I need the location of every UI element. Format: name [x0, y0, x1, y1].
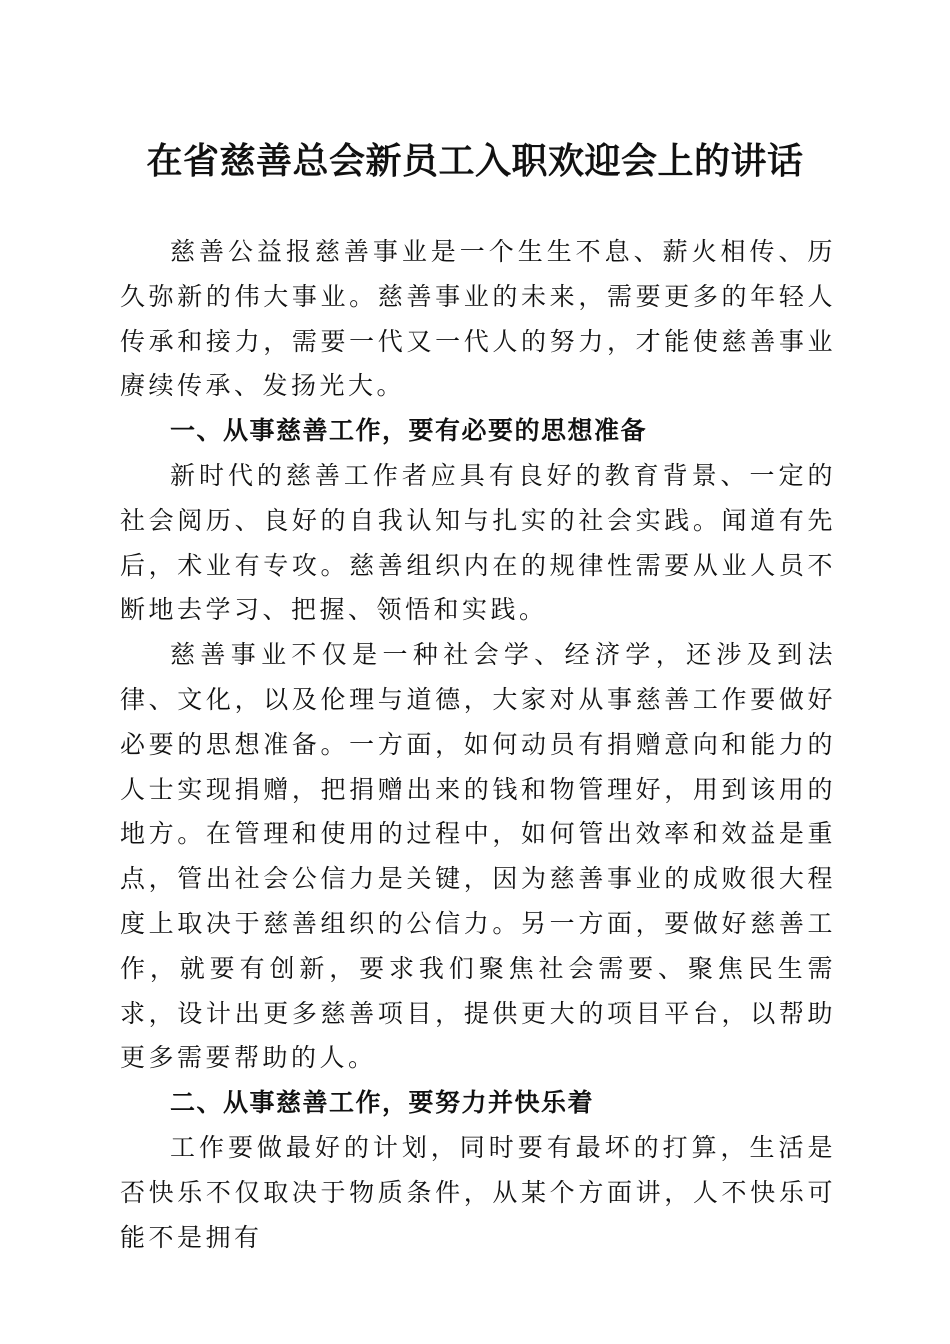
section-2-paragraph-1: 工作要做最好的计划，同时要有最坏的打算，生活是否快乐不仅取决于物质条件，从某个方面讲，人不快乐可能不是拥有	[120, 1132, 836, 1252]
section-heading-2: 二、从事慈善工作，要努力并快乐着	[170, 1088, 595, 1118]
document-body	[120, 230, 836, 1260]
section-1-paragraph-1: 新时代的慈善工作者应具有良好的教育背景、一定的社会阅历、良好的自我认知与扎实的社会实践。闻道有先后，术业有专攻。慈善组织内在的规律性需要从业人员不断地去学习、把握、领悟和实践。	[120, 460, 836, 625]
intro-paragraph: 慈善公益报慈善事业是一个生生不息、薪火相传、历久弥新的伟大事业。慈善事业的未来，需要更多的年轻人传承和接力，需要一代又一代人的努力，才能使慈善事业赓续传承、发扬光大。	[120, 237, 836, 401]
document-title: 在省慈善总会新员工入职欢迎会上的讲话	[146, 140, 804, 182]
section-1-paragraph-2: 慈善事业不仅是一种社会学、经济学，还涉及到法律、文化，以及伦理与道德，大家对从事慈善工作要做好必要的思想准备。一方面，如何动员有捐赠意向和能力的人士实现捐赠，把捐赠出来的钱和物管理好，用到该用的地方。在管理和使用的过程中，如何管出效率和效益是重点，管出社会公信力是关键，因为慈善事业的成败很大程度上取决于慈善组织的公信力。另一方面，要做好慈善工作，就要有创新，要求我们聚焦社会需要、聚焦民生需求，设计出更多慈善项目，提供更大的项目平台，以帮助更多需要帮助的人。	[120, 640, 836, 1073]
section-heading-1: 一、从事慈善工作，要有必要的思想准备	[170, 416, 648, 446]
